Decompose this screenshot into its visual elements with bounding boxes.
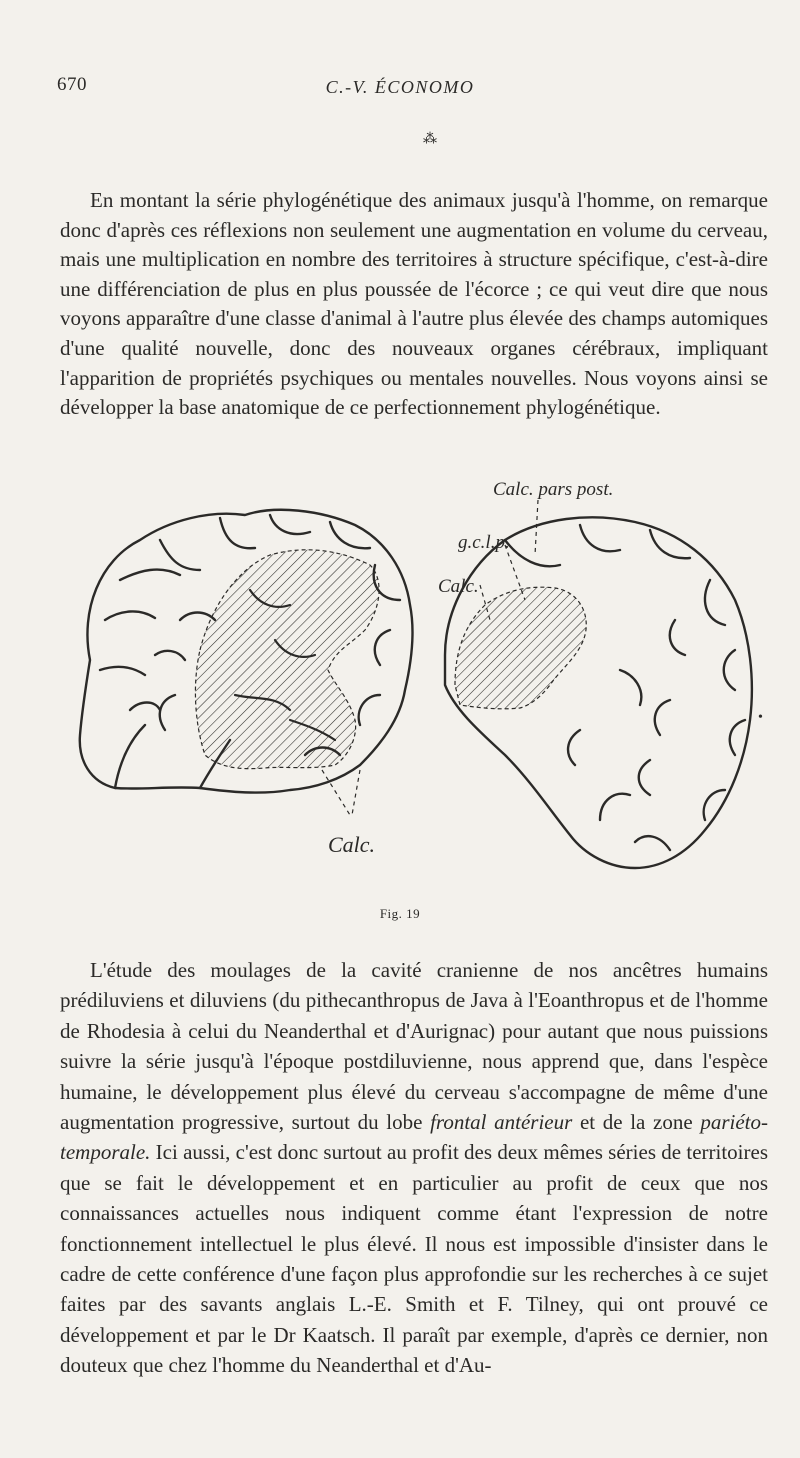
paragraph-2-part-1: L'étude des moulages de la cavité cranienne de nos ancêtres humains prédiluviens et diluviens (du pithecanthropus de Java à l'Eoanthropus et de l'homme de Rhodesia à celui du Neanderthal et d'Aurignac) pour autant que nous puissions suivre la série jusqu'à l'époque postdiluvienne, nous apprend que, dans l'espèce humaine, le développement plus élevé du cerveau s'accompagne de même d'une augmentation progressive, surtout du lobe [60,958,768,1135]
paragraph-2-part-3: Ici aussi, c'est donc surtout au profit des deux mêmes séries de territoires que se fait le développement et en particulier au profit de ceux que nos connaissances actuelles nous indiquent comme étant l'expression de notre fonctionnement intellectuel le plus élevé. Il nous est impossible d'insister dans le cadre de cette conférence d'une façon plus approfondie sur les recherches à ce sujet faites par des savants anglais L.-E. Smith et F. Tilney, qui ont prouvé ce développement et par le Dr Kaatsch. Il paraît par exemple, d'après ce dernier, non douteux que chez l'homme du Neanderthal et d'Au- [60,1140,768,1378]
right-hatched-area [455,587,586,709]
asterism-ornament: ⁂ [423,132,437,147]
left-hatched-area [195,550,379,769]
running-head: C.-V. ÉCONOMO [325,77,475,97]
paragraph-phylogenetic-series [60,186,768,423]
page-number: 670 [57,74,87,95]
paragraph-2-text [60,955,768,1381]
paragraph-1-text: En montant la série phylogénétique des animaux jusqu'à l'homme, on remarque donc d'après ces réflexions non seulement une augmentation en volume du cerveau, mais une multiplication en nombre des territoires à structure spécifique, c'est-à-dire une différenciation de plus en plus poussée de l'écorce ; ce qui veut dire que nous voyons apparaître d'une classe d'animal à l'autre plus élevée des champs automiques d'une qualité nouvelle, donc des nouveaux organes cérébraux, impliquant l'apparition de propriétés psychiques ou mentales nouvelles. Nous voyons ainsi se développer la base anatomique de ce perfectionnement phylogénétique. [60,188,768,420]
label-gclp: g.c.l.p. [458,532,510,553]
margin-dot: • [758,710,763,725]
paragraph-2-part-2: et de la zone [572,1110,701,1135]
brain-illustration [60,470,770,900]
term-frontal-anterieur: frontal antérieur [430,1110,573,1135]
label-calc-left: Calc. [328,832,376,857]
label-calc-right: Calc. [438,576,479,597]
figure-brain-drawings [60,470,770,900]
label-calc-pars-post: Calc. pars post. [493,479,614,500]
paragraph-cranial-casts [60,955,768,1381]
figure-caption: Fig. 19 [379,906,421,921]
term-parieto-temporale: pariéto-temporale. [60,1110,768,1165]
